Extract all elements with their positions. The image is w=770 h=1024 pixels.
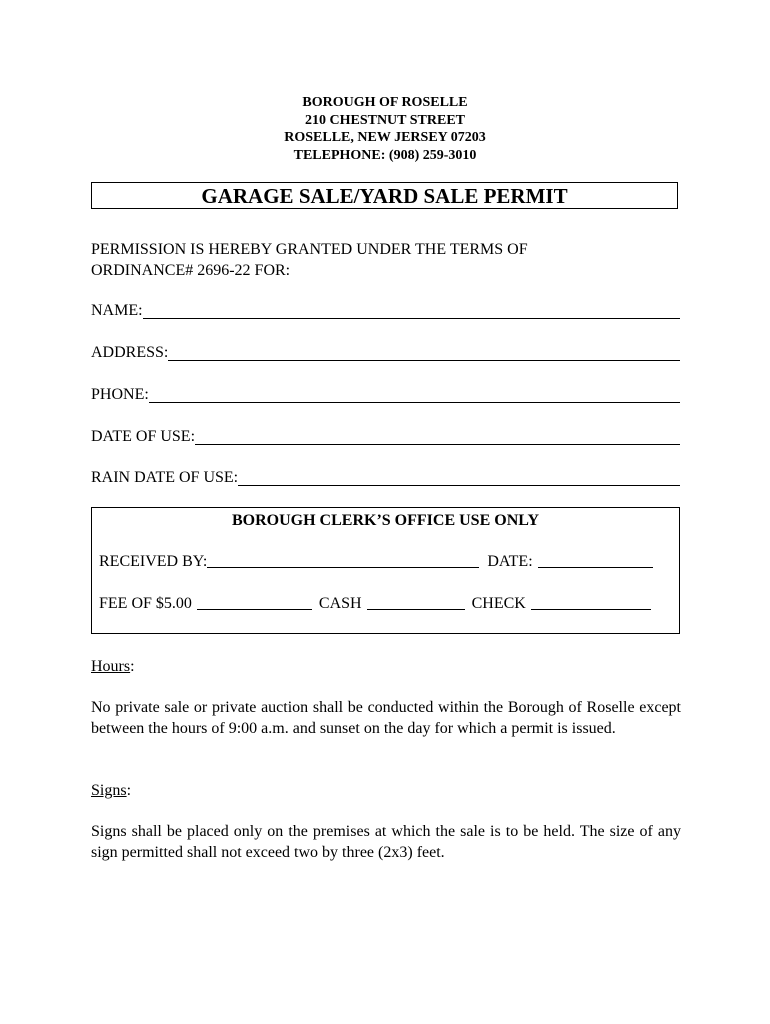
- signs-paragraph: Signs shall be placed only on the premises at which the sale is to be held. The size of any sign permitted shall not exceed two by three (2x3) feet.: [91, 823, 681, 861]
- date-of-use-blank-line[interactable]: [195, 444, 680, 445]
- hours-paragraph: No private sale or private auction shall be conducted within the Borough of Roselle except between the hours of 9:00 a.m. and sunset on the day for which a permit is issued.: [91, 699, 681, 737]
- grant-statement: [91, 239, 691, 281]
- address-blank-line[interactable]: [168, 360, 680, 361]
- date-label: DATE:: [487, 553, 533, 570]
- cash-blank[interactable]: [367, 609, 465, 610]
- check-label: CHECK: [471, 595, 526, 612]
- hours-heading-text: Hours: [91, 658, 131, 675]
- check-blank[interactable]: [531, 609, 651, 610]
- date-blank[interactable]: [538, 567, 653, 568]
- grant-line-1: PERMISSION IS HEREBY GRANTED UNDER THE TERMS OF: [91, 241, 528, 258]
- rain-date-field[interactable]: [91, 467, 680, 487]
- letterhead: [0, 94, 770, 164]
- address-label: ADDRESS:: [91, 344, 169, 361]
- name-label: NAME:: [91, 302, 143, 319]
- grant-line-2: ORDINANCE# 2696-22 FOR:: [91, 262, 291, 279]
- cash-label: CASH: [318, 595, 362, 612]
- phone-blank-line[interactable]: [149, 402, 680, 403]
- telephone: TELEPHONE: (908) 259-3010: [293, 147, 477, 163]
- rain-date-label: RAIN DATE OF USE:: [91, 469, 239, 486]
- phone-field[interactable]: [91, 384, 680, 404]
- name-field[interactable]: [91, 300, 680, 320]
- clerk-office-box: [91, 507, 680, 634]
- rain-date-blank-line[interactable]: [238, 485, 680, 486]
- phone-label: PHONE:: [91, 386, 149, 403]
- fee-row: [99, 593, 673, 613]
- received-by-blank[interactable]: [207, 567, 479, 568]
- hours-heading: Hours:: [91, 658, 135, 675]
- fee-label: FEE OF $5.00: [99, 595, 192, 612]
- clerk-box-title: BOROUGH CLERK’S OFFICE USE ONLY: [231, 512, 539, 529]
- city-state-zip: ROSELLE, NEW JERSEY 07203: [284, 130, 486, 145]
- name-blank-line[interactable]: [143, 318, 680, 319]
- date-of-use-field[interactable]: [91, 426, 680, 446]
- date-of-use-label: DATE OF USE:: [91, 428, 196, 445]
- street-address: 210 CHESTNUT STREET: [304, 112, 465, 128]
- fee-blank[interactable]: [197, 609, 312, 610]
- org-name: BOROUGH OF ROSELLE: [302, 95, 468, 110]
- signs-heading-text: Signs: [91, 782, 127, 799]
- address-field[interactable]: [91, 342, 680, 362]
- received-by-label: RECEIVED BY:: [99, 553, 208, 570]
- form-title: GARAGE SALE/YARD SALE PERMIT: [91, 182, 678, 209]
- received-row: [99, 551, 673, 571]
- signs-heading: Signs:: [91, 782, 132, 799]
